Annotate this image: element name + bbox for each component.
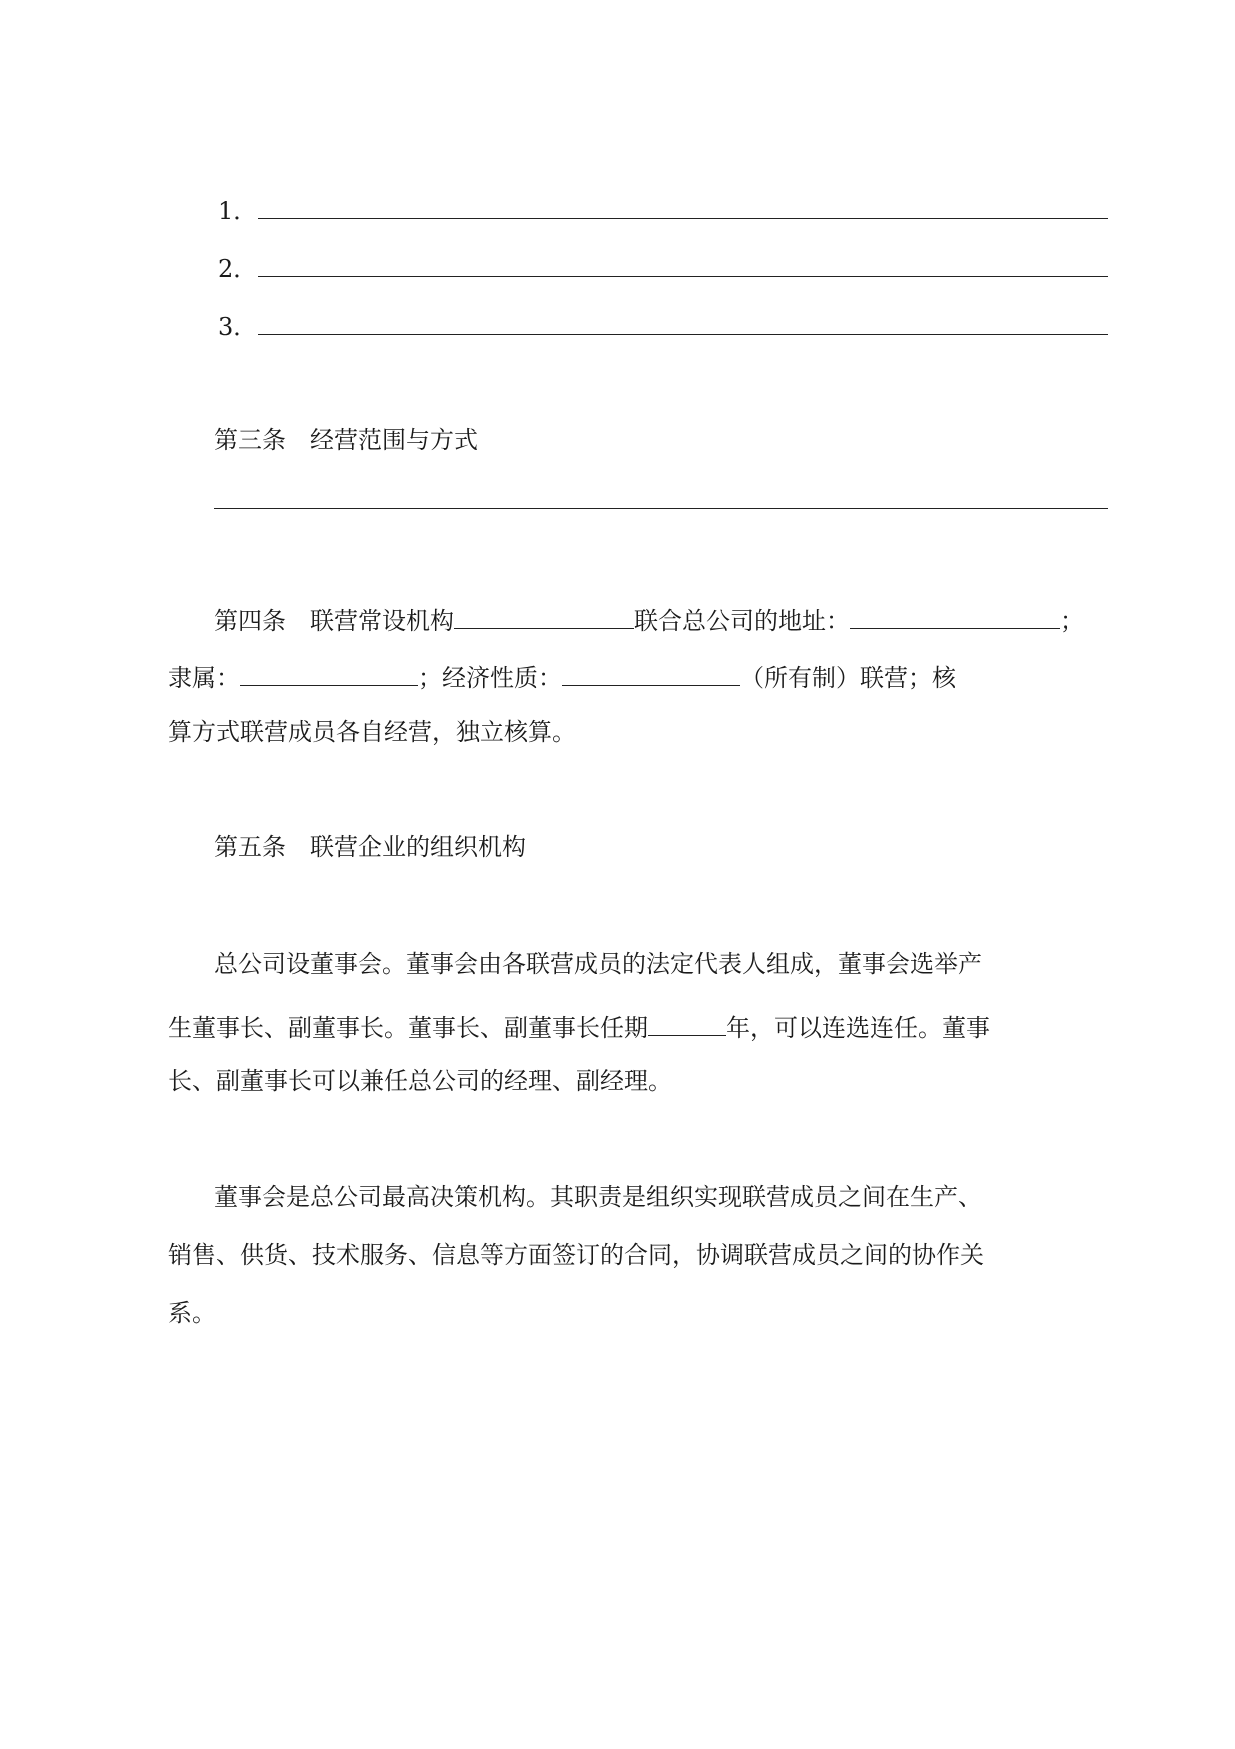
- list-item-number: 1．: [218, 197, 258, 225]
- paragraph-line: 总公司设董事会。董事会由各联营成员的法定代表人组成，董事会选举产: [214, 950, 982, 978]
- article-text: ；: [1060, 607, 1084, 635]
- blank-field[interactable]: [562, 661, 740, 686]
- paragraph-text: 生董事长、副董事长。董事长、副董事长任期: [168, 1014, 648, 1042]
- paragraph-line: 董事会是总公司最高决策机构。其职责是组织实现联营成员之间在生产、: [214, 1183, 982, 1211]
- blank-line[interactable]: [258, 218, 1108, 219]
- blank-line[interactable]: [258, 334, 1108, 335]
- article-line: [214, 604, 1084, 633]
- article-text: ；经济性质：: [418, 664, 562, 692]
- paragraph-text: 年，可以连选连任。董事: [726, 1014, 990, 1042]
- article-heading: 第三条 经营范围与方式: [214, 426, 478, 454]
- blank-line[interactable]: [258, 276, 1108, 277]
- list-item-number: 3．: [218, 313, 258, 341]
- paragraph-line: 销售、供货、技术服务、信息等方面签订的合同，协调联营成员之间的协作关: [168, 1241, 984, 1269]
- paragraph-line: [168, 1011, 990, 1040]
- article-text: 联合总公司的地址：: [634, 607, 850, 635]
- article-line: [168, 661, 956, 690]
- blank-field[interactable]: [850, 604, 1060, 629]
- blank-field[interactable]: [240, 661, 418, 686]
- blank-field[interactable]: [648, 1011, 726, 1036]
- article-heading: 第五条 联营企业的组织机构: [214, 833, 526, 861]
- paragraph-line: 长、副董事长可以兼任总公司的经理、副经理。: [168, 1067, 672, 1095]
- article-line: 算方式联营成员各自经营，独立核算。: [168, 718, 576, 746]
- article-text: 隶属：: [168, 664, 240, 692]
- blank-line[interactable]: [214, 508, 1108, 509]
- blank-field[interactable]: [454, 604, 634, 629]
- article-text: （所有制）联营；核: [740, 664, 956, 692]
- article-text: 第四条 联营常设机构: [214, 607, 454, 635]
- paragraph-line: 系。: [168, 1299, 216, 1327]
- list-item-number: 2．: [218, 255, 258, 283]
